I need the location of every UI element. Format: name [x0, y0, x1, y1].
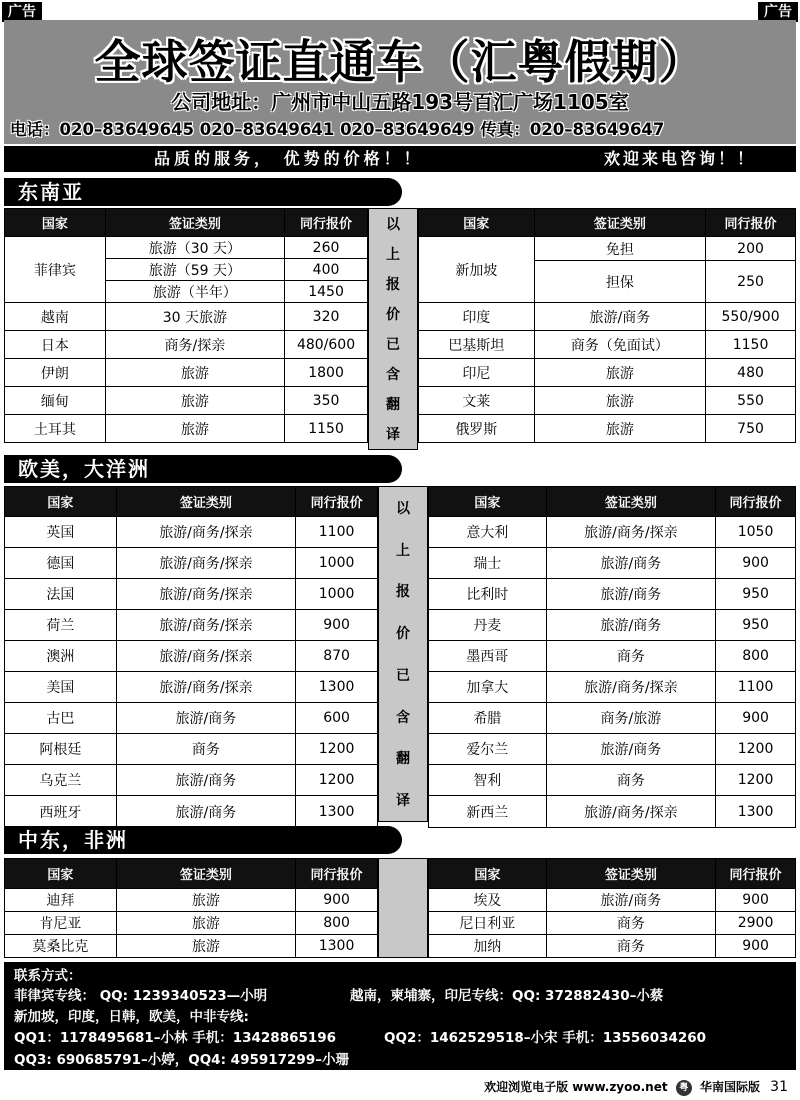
- table-row: [419, 303, 796, 331]
- contact-general-line: 新加坡，印度，日韩，欧美，中非专线:: [14, 1009, 249, 1025]
- visa-type-cell: 旅游（半年）: [105, 281, 284, 303]
- price-cell: 750: [706, 415, 796, 443]
- col-header-type: 签证类别: [116, 487, 295, 517]
- visa-type-cell: 旅游: [105, 359, 284, 387]
- table-row: [429, 935, 796, 958]
- country-cell: 菲律宾: [5, 237, 106, 303]
- price-cell: 1200: [716, 765, 796, 796]
- visa-type-cell: 旅游（30 天）: [105, 237, 284, 259]
- price-note-char: 译: [386, 427, 400, 443]
- price-cell: 320: [285, 303, 368, 331]
- ad-label: 广告: [758, 2, 798, 22]
- country-cell: 法国: [5, 579, 117, 610]
- country-cell: 土耳其: [5, 415, 106, 443]
- section-title-europe-oceania: 欧美，大洋洲: [4, 455, 402, 483]
- visa-type-cell: 旅游/商务: [546, 610, 715, 641]
- table-row: [429, 641, 796, 672]
- col-header-price: 同行报价: [285, 209, 368, 237]
- table-row: [5, 359, 368, 387]
- col-header-country: 国家: [429, 487, 547, 517]
- price-cell: 1150: [706, 331, 796, 359]
- price-cell: 1000: [296, 579, 378, 610]
- country-cell: 伊朗: [5, 359, 106, 387]
- footer-brand: 华南国际版: [699, 1080, 760, 1094]
- table-row: [5, 935, 378, 958]
- price-cell: 1200: [296, 765, 378, 796]
- country-cell: 埃及: [429, 889, 547, 912]
- price-note-char: 含: [396, 709, 410, 726]
- price-cell: 1300: [296, 935, 378, 958]
- visa-type-cell: 旅游: [116, 935, 295, 958]
- header-banner: [4, 20, 796, 144]
- price-note-char: 以: [386, 217, 400, 233]
- table-row: [5, 517, 378, 548]
- slogan-left: 品质的服务， 优势的价格！！: [154, 149, 424, 168]
- country-cell: 加纳: [429, 935, 547, 958]
- table-row: [419, 237, 796, 261]
- visa-type-cell: 旅游/商务/探亲: [116, 517, 295, 548]
- country-cell: 古巴: [5, 703, 117, 734]
- price-cell: 350: [285, 387, 368, 415]
- price-cell: 600: [296, 703, 378, 734]
- visa-type-cell: 旅游/商务: [546, 548, 715, 579]
- country-cell: 希腊: [429, 703, 547, 734]
- page-number: 31: [770, 1079, 788, 1095]
- table-row: [429, 765, 796, 796]
- price-cell: 950: [716, 579, 796, 610]
- price-cell: 1200: [296, 734, 378, 765]
- visa-type-cell: 商务（免面试）: [534, 331, 705, 359]
- price-cell: 1100: [296, 517, 378, 548]
- visa-type-cell: 商务: [116, 734, 295, 765]
- southeast-asia-right-table: [418, 208, 796, 443]
- country-cell: 加拿大: [429, 672, 547, 703]
- price-note-char: 已: [386, 337, 400, 353]
- visa-type-cell: 商务: [546, 935, 715, 958]
- price-note-char: 含: [386, 367, 400, 383]
- visa-type-cell: 旅游: [116, 912, 295, 935]
- price-note-char: 译: [396, 793, 410, 810]
- visa-type-cell: 旅游/商务: [546, 579, 715, 610]
- country-cell: 巴基斯坦: [419, 331, 535, 359]
- slogan-bar: [4, 146, 796, 172]
- footer-url-text: 欢迎浏览电子版 www.zyoo.net: [484, 1080, 668, 1094]
- visa-type-cell: 旅游: [534, 387, 705, 415]
- country-cell: 丹麦: [429, 610, 547, 641]
- table-row: [429, 912, 796, 935]
- table-row: [5, 237, 368, 259]
- country-cell: 日本: [5, 331, 106, 359]
- table-row: [5, 610, 378, 641]
- price-cell: 870: [296, 641, 378, 672]
- col-header-country: 国家: [5, 859, 117, 889]
- visa-type-cell: 旅游: [105, 387, 284, 415]
- table-row: [5, 331, 368, 359]
- country-cell: 尼日利亚: [429, 912, 547, 935]
- price-note-char: 上: [396, 542, 410, 559]
- price-cell: 900: [296, 610, 378, 641]
- price-cell: 200: [706, 237, 796, 261]
- country-cell: 墨西哥: [429, 641, 547, 672]
- price-cell: 480: [706, 359, 796, 387]
- price-cell: 1800: [285, 359, 368, 387]
- price-note-char: 上: [386, 247, 400, 263]
- table-row: [5, 734, 378, 765]
- table-row: [5, 889, 378, 912]
- col-header-country: 国家: [5, 209, 106, 237]
- table-row: [5, 387, 368, 415]
- country-cell: 智利: [429, 765, 547, 796]
- visa-type-cell: 旅游（59 天）: [105, 259, 284, 281]
- price-cell: 1300: [716, 796, 796, 828]
- col-header-type: 签证类别: [546, 487, 715, 517]
- country-cell: 印尼: [419, 359, 535, 387]
- price-cell: 1100: [716, 672, 796, 703]
- blank-divider-column: [378, 858, 428, 958]
- table-row: [5, 548, 378, 579]
- visa-type-cell: 商务: [546, 641, 715, 672]
- footer: [484, 1078, 788, 1096]
- col-header-price: 同行报价: [296, 487, 378, 517]
- country-cell: 肯尼亚: [5, 912, 117, 935]
- visa-type-cell: 旅游/商务/探亲: [546, 517, 715, 548]
- section-title-middle-east-africa: 中东，非洲: [4, 826, 402, 854]
- table-row: [419, 415, 796, 443]
- contact-qq2-line: QQ2：1462529518–小宋 手机：13556034260: [384, 1030, 707, 1046]
- price-note-column: [368, 208, 418, 450]
- table-row: [5, 579, 378, 610]
- price-cell: 950: [716, 610, 796, 641]
- price-cell: 1150: [285, 415, 368, 443]
- country-cell: 俄罗斯: [419, 415, 535, 443]
- price-cell: 260: [285, 237, 368, 259]
- visa-type-cell: 旅游/商务/探亲: [546, 672, 715, 703]
- phone-fax-line: 电话：020–83649645 020–83649641 020–83649649 传真：020–83649647: [10, 120, 665, 139]
- contact-qq3-line: QQ3: 690685791–小婷，QQ4: 495917299–小珊: [14, 1052, 349, 1068]
- price-note-char: 报: [386, 277, 400, 293]
- price-note-char: 价: [386, 307, 400, 323]
- visa-type-cell: 商务/旅游: [546, 703, 715, 734]
- col-header-price: 同行报价: [296, 859, 378, 889]
- visa-type-cell: 旅游/商务: [534, 303, 705, 331]
- visa-type-cell: 旅游/商务/探亲: [116, 610, 295, 641]
- col-header-country: 国家: [5, 487, 117, 517]
- contact-vietnam-line: 越南，柬埔寨，印尼专线：QQ: 372882430–小蔡: [350, 988, 664, 1004]
- col-header-type: 签证类别: [116, 859, 295, 889]
- table-row: [429, 889, 796, 912]
- country-cell: 印度: [419, 303, 535, 331]
- table-row: [429, 517, 796, 548]
- price-cell: 900: [716, 548, 796, 579]
- slogan-right: 欢迎来电咨询！！: [604, 149, 757, 168]
- visa-type-cell: 旅游/商务/探亲: [546, 796, 715, 828]
- price-note-char: 已: [396, 667, 410, 684]
- visa-type-cell: 旅游/商务/探亲: [116, 579, 295, 610]
- country-cell: 瑞士: [429, 548, 547, 579]
- contact-info-panel: [4, 962, 796, 1070]
- price-note-column: [378, 486, 428, 822]
- col-header-price: 同行报价: [716, 859, 796, 889]
- visa-type-cell: 免担: [534, 237, 705, 261]
- price-cell: 1050: [716, 517, 796, 548]
- contact-philippines-line: 菲律宾专线： QQ: 1239340523—小明: [14, 988, 268, 1004]
- visa-type-cell: 旅游: [105, 415, 284, 443]
- price-note-char: 以: [396, 500, 410, 517]
- country-cell: 澳洲: [5, 641, 117, 672]
- price-cell: 900: [296, 889, 378, 912]
- col-header-price: 同行报价: [706, 209, 796, 237]
- table-row: [429, 579, 796, 610]
- price-cell: 1450: [285, 281, 368, 303]
- country-cell: 缅甸: [5, 387, 106, 415]
- table-row: [419, 359, 796, 387]
- col-header-country: 国家: [419, 209, 535, 237]
- contact-qq1-line: QQ1：1178495681–小林 手机：13428865196: [14, 1030, 337, 1046]
- table-row: [429, 703, 796, 734]
- country-cell: 莫桑比克: [5, 935, 117, 958]
- visa-type-cell: 商务: [546, 765, 715, 796]
- visa-type-cell: 旅游/商务: [546, 734, 715, 765]
- middle-east-left-table: [4, 858, 378, 958]
- price-cell: 800: [716, 641, 796, 672]
- table-row: [5, 303, 368, 331]
- country-cell: 比利时: [429, 579, 547, 610]
- visa-type-cell: 旅游: [116, 889, 295, 912]
- col-header-price: 同行报价: [716, 487, 796, 517]
- table-row: [5, 796, 378, 828]
- visa-type-cell: 旅游/商务: [116, 796, 295, 828]
- visa-type-cell: 商务: [546, 912, 715, 935]
- price-note-char: 价: [396, 626, 410, 643]
- visa-type-cell: 旅游/商务: [116, 703, 295, 734]
- table-row: [5, 765, 378, 796]
- table-row: [5, 672, 378, 703]
- table-row: [5, 641, 378, 672]
- visa-type-cell: 旅游/商务: [546, 889, 715, 912]
- section-title-southeast-asia: 东南亚: [4, 178, 402, 206]
- price-note-char: 报: [396, 584, 410, 601]
- page-title: 全球签证直通车（汇粤假期）: [94, 35, 706, 89]
- price-note-char: 翻: [396, 751, 410, 768]
- col-header-type: 签证类别: [546, 859, 715, 889]
- table-row: [429, 672, 796, 703]
- visa-type-cell: 旅游/商务/探亲: [116, 672, 295, 703]
- visa-type-cell: 旅游: [534, 359, 705, 387]
- country-cell: 爱尔兰: [429, 734, 547, 765]
- visa-type-cell: 旅游: [534, 415, 705, 443]
- brand-logo-icon: 粤: [676, 1080, 692, 1096]
- table-row: [429, 610, 796, 641]
- price-cell: 400: [285, 259, 368, 281]
- country-cell: 新西兰: [429, 796, 547, 828]
- price-cell: 900: [716, 703, 796, 734]
- col-header-country: 国家: [429, 859, 547, 889]
- visa-type-cell: 商务/探亲: [105, 331, 284, 359]
- visa-type-cell: 旅游/商务/探亲: [116, 548, 295, 579]
- price-cell: 900: [716, 935, 796, 958]
- country-cell: 越南: [5, 303, 106, 331]
- country-cell: 阿根廷: [5, 734, 117, 765]
- price-cell: 480/600: [285, 331, 368, 359]
- price-cell: 1200: [716, 734, 796, 765]
- country-cell: 荷兰: [5, 610, 117, 641]
- price-cell: 250: [706, 261, 796, 303]
- table-row: [429, 796, 796, 828]
- europe-left-table: [4, 486, 378, 828]
- table-row: [419, 387, 796, 415]
- col-header-type: 签证类别: [534, 209, 705, 237]
- col-header-type: 签证类别: [105, 209, 284, 237]
- table-row: [5, 912, 378, 935]
- price-cell: 900: [716, 889, 796, 912]
- country-cell: 意大利: [429, 517, 547, 548]
- table-row: [419, 331, 796, 359]
- visa-type-cell: 旅游/商务/探亲: [116, 641, 295, 672]
- price-cell: 1300: [296, 672, 378, 703]
- visa-type-cell: 担保: [534, 261, 705, 303]
- price-note-char: 翻: [386, 397, 400, 413]
- country-cell: 英国: [5, 517, 117, 548]
- country-cell: 新加坡: [419, 237, 535, 303]
- price-cell: 2900: [716, 912, 796, 935]
- country-cell: 文莱: [419, 387, 535, 415]
- europe-right-table: [428, 486, 796, 828]
- visa-type-cell: 旅游/商务: [116, 765, 295, 796]
- southeast-asia-left-table: [4, 208, 368, 443]
- price-cell: 1000: [296, 548, 378, 579]
- country-cell: 西班牙: [5, 796, 117, 828]
- price-cell: 550/900: [706, 303, 796, 331]
- table-row: [5, 415, 368, 443]
- company-address: 公司地址：广州市中山五路193号百汇广场1105室: [171, 90, 629, 114]
- table-row: [429, 734, 796, 765]
- table-row: [429, 548, 796, 579]
- country-cell: 乌克兰: [5, 765, 117, 796]
- country-cell: 德国: [5, 548, 117, 579]
- price-cell: 550: [706, 387, 796, 415]
- country-cell: 美国: [5, 672, 117, 703]
- visa-type-cell: 30 天旅游: [105, 303, 284, 331]
- middle-east-right-table: [428, 858, 796, 958]
- price-cell: 1300: [296, 796, 378, 828]
- ad-label: 广告: [2, 2, 42, 22]
- price-cell: 800: [296, 912, 378, 935]
- contact-title: 联系方式：: [14, 968, 82, 984]
- table-row: [5, 703, 378, 734]
- country-cell: 迪拜: [5, 889, 117, 912]
